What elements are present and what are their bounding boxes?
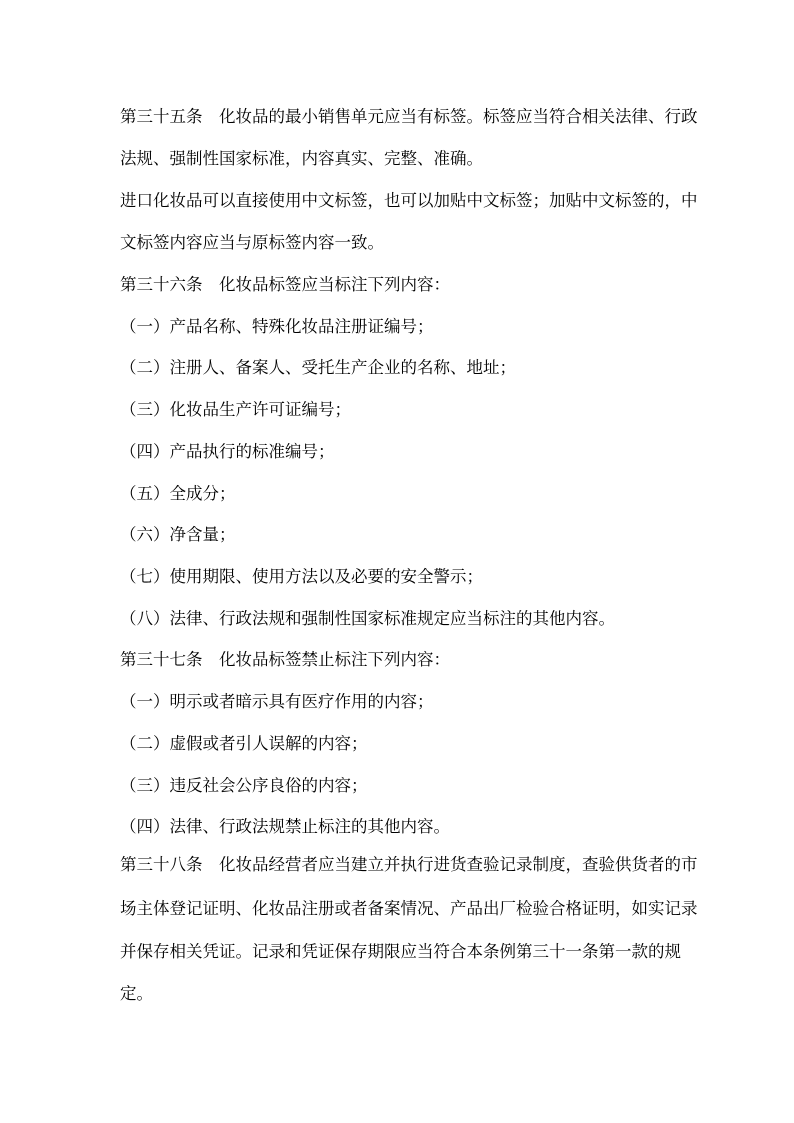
article-37-item: （四）法律、行政法规禁止标注的其他内容。 — [120, 817, 450, 836]
article-37-item: （一）明示或者暗示具有医疗作用的内容； — [120, 692, 434, 711]
article-36-item: （五）全成分； — [120, 484, 236, 503]
article-36-item: （六）净含量； — [120, 525, 236, 544]
article-35-line-1: 第三十五条 化妆品的最小销售单元应当有标签。标签应当符合相关法律、行政 — [120, 107, 698, 126]
article-37-heading: 第三十七条 化妆品标签禁止标注下列内容： — [120, 650, 450, 669]
article-37-item: （三）违反社会公序良俗的内容； — [120, 776, 368, 795]
article-36-item: （一）产品名称、特殊化妆品注册证编号； — [120, 317, 434, 336]
article-35-line-2: 法规、强制性国家标准，内容真实、完整、准确。 — [120, 149, 483, 168]
article-38-line-1: 第三十八条 化妆品经营者应当建立并执行进货查验记录制度，查验供货者的市 — [120, 855, 698, 874]
article-36-heading: 第三十六条 化妆品标签应当标注下列内容： — [120, 275, 450, 294]
article-35-para-2-line-1: 进口化妆品可以直接使用中文标签，也可以加贴中文标签；加贴中文标签的，中 — [120, 191, 698, 210]
article-36-item: （八）法律、行政法规和强制性国家标准规定应当标注的其他内容。 — [120, 609, 615, 628]
article-36-item: （二）注册人、备案人、受托生产企业的名称、地址； — [120, 358, 516, 377]
article-38-line-2: 场主体登记证明、化妆品注册或者备案情况、产品出厂检验合格证明，如实记录 — [120, 899, 698, 918]
article-37-item: （二）虚假或者引人误解的内容； — [120, 734, 368, 753]
article-36-item: （三）化妆品生产许可证编号； — [120, 400, 351, 419]
article-35-para-2-line-2: 文标签内容应当与原标签内容一致。 — [120, 233, 384, 252]
article-38-line-3: 并保存相关凭证。记录和凭证保存期限应当符合本条例第三十一条第一款的规 — [120, 942, 681, 961]
article-36-item: （七）使用期限、使用方法以及必要的安全警示； — [120, 567, 483, 586]
article-38-line-4: 定。 — [120, 984, 153, 1003]
article-36-item: （四）产品执行的标准编号； — [120, 442, 335, 461]
